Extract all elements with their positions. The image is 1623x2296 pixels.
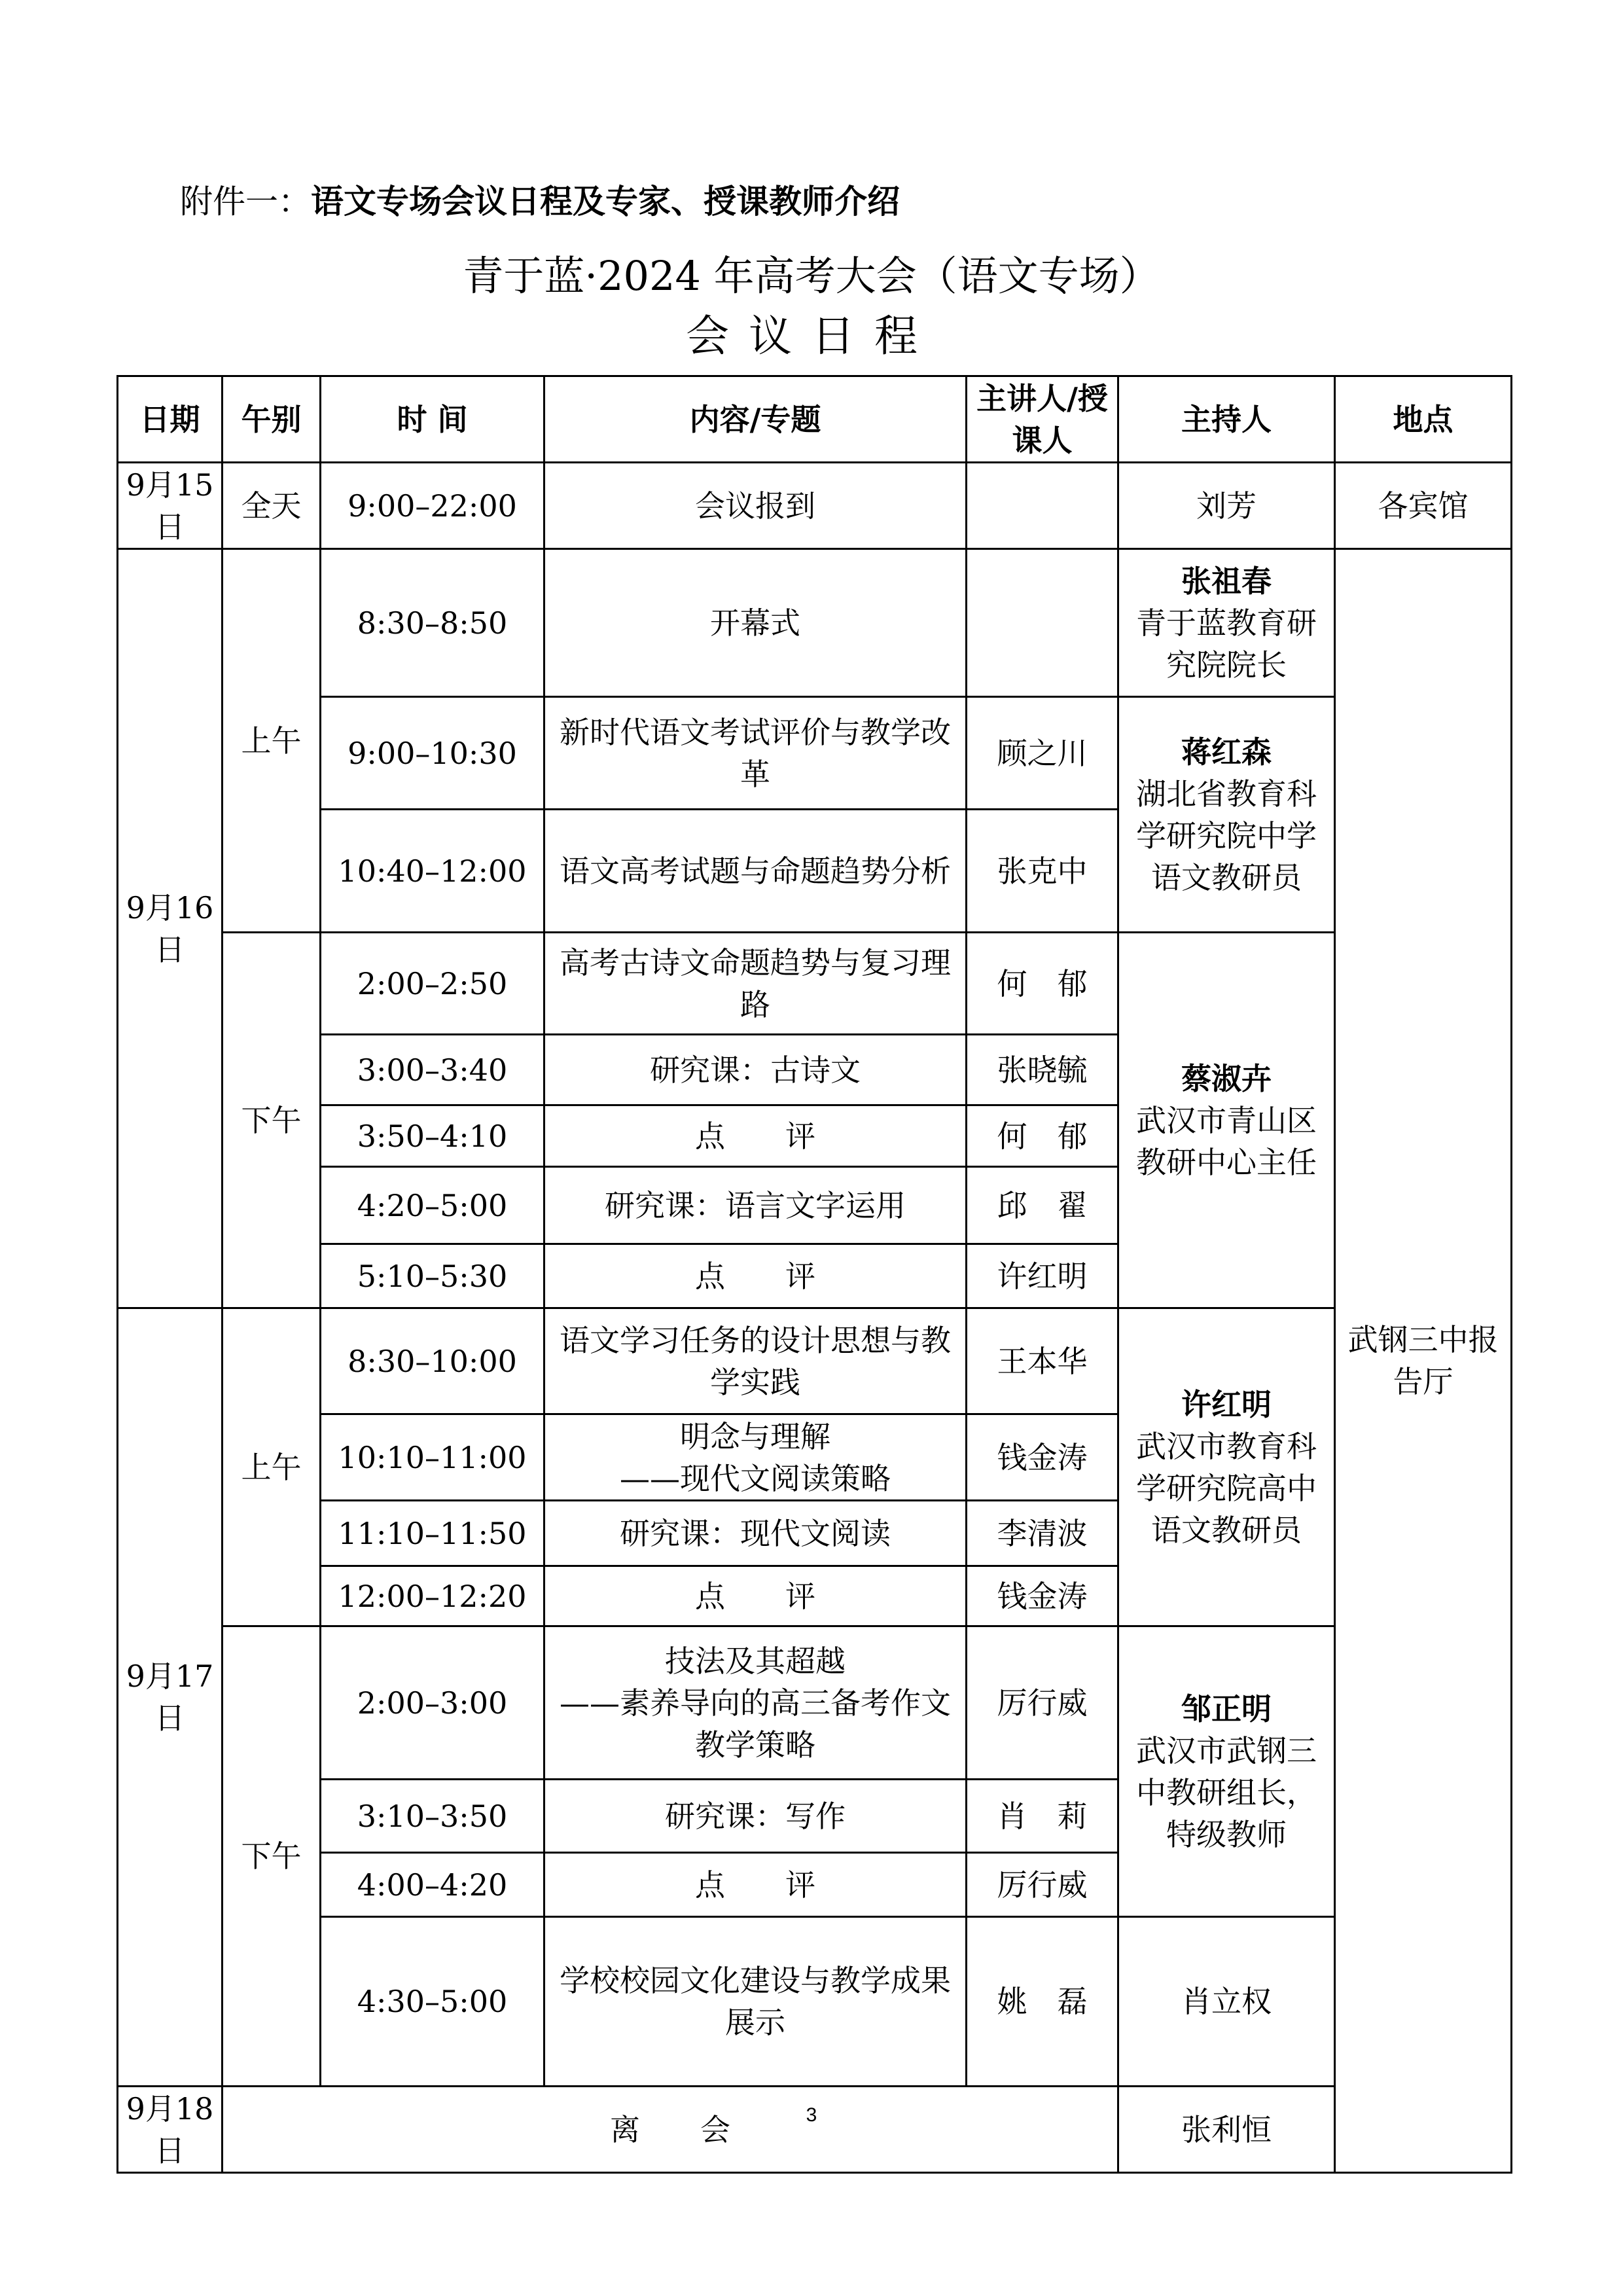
- speaker-cell: 张晓毓: [967, 1035, 1118, 1105]
- date-cell: 9月15日: [118, 463, 223, 549]
- table-row: [118, 463, 1512, 549]
- time-cell: 3:10–3:50: [321, 1780, 544, 1853]
- header-time: 时 间: [321, 376, 544, 463]
- date-cell: 9月17日: [118, 1308, 223, 2087]
- content-cell: 研究课：现代文阅读: [544, 1501, 967, 1566]
- speaker-cell: 何 郁: [967, 1105, 1118, 1167]
- content-cell: 离 会: [223, 2087, 1118, 2173]
- header-content: 内容/专题: [544, 376, 967, 463]
- header-location: 地点: [1335, 376, 1512, 463]
- table-row: [118, 697, 1512, 810]
- period-cell: 全天: [223, 463, 321, 549]
- header-date: 日期: [118, 376, 223, 463]
- time-cell: 9:00–10:30: [321, 697, 544, 810]
- content-line: 明念与理解: [680, 1418, 830, 1454]
- time-cell: 11:10–11:50: [321, 1501, 544, 1566]
- speaker-cell: 肖 莉: [967, 1780, 1118, 1853]
- content-cell: 研究课：古诗文: [544, 1035, 967, 1105]
- speaker-cell: 钱金涛: [967, 1566, 1118, 1626]
- host-cell: [1118, 933, 1335, 1308]
- speaker-cell: 厉行威: [967, 1626, 1118, 1780]
- header-period: 午别: [223, 376, 321, 463]
- speaker-cell: 许红明: [967, 1244, 1118, 1308]
- content-cell: 点 评: [544, 1566, 967, 1626]
- speaker-cell: 钱金涛: [967, 1414, 1118, 1501]
- content-cell: 学校校园文化建设与教学成果展示: [544, 1917, 967, 2087]
- document-title: 青于蓝·2024 年高考大会（语文专场）: [463, 252, 1160, 300]
- speaker-cell: 张克中: [967, 810, 1118, 933]
- host-cell: [1118, 697, 1335, 933]
- time-cell: 5:10–5:30: [321, 1244, 544, 1308]
- content-cell: 会议报到: [544, 463, 967, 549]
- table-row: [118, 1626, 1512, 1780]
- table-row: [118, 2087, 1512, 2173]
- period-cell: 下午: [223, 933, 321, 1308]
- time-cell: 9:00–22:00: [321, 463, 544, 549]
- speaker-cell: 邱 翟: [967, 1167, 1118, 1244]
- host-title: 武汉市青山区教研中心主任: [1136, 1102, 1317, 1180]
- host-title: 武汉市武钢三中教研组长，特级教师: [1136, 1732, 1317, 1852]
- content-cell: 研究课：写作: [544, 1780, 967, 1853]
- table-row: [118, 933, 1512, 1035]
- schedule-table: [116, 375, 1512, 2174]
- host-cell: 张利恒: [1118, 2087, 1335, 2173]
- speaker-cell: [967, 549, 1118, 697]
- time-cell: 4:20–5:00: [321, 1167, 544, 1244]
- speaker-cell: 姚 磊: [967, 1917, 1118, 2087]
- content-cell: 点 评: [544, 1105, 967, 1167]
- period-cell: 下午: [223, 1626, 321, 2087]
- content-cell: 语文学习任务的设计思想与教学实践: [544, 1308, 967, 1414]
- content-line: ——素养导向的高三备考作文教学策略: [560, 1685, 951, 1763]
- period-cell: 上午: [223, 1308, 321, 1626]
- time-cell: 10:10–11:00: [321, 1414, 544, 1501]
- time-cell: 4:30–5:00: [321, 1917, 544, 2087]
- content-cell: 高考古诗文命题趋势与复习理路: [544, 933, 967, 1035]
- content-cell: 语文高考试题与命题趋势分析: [544, 810, 967, 933]
- time-cell: 12:00–12:20: [321, 1566, 544, 1626]
- content-cell: [544, 1414, 967, 1501]
- table-row: [118, 1917, 1512, 2087]
- host-cell: [1118, 1308, 1335, 1626]
- speaker-cell: 王本华: [967, 1308, 1118, 1414]
- period-cell: 上午: [223, 549, 321, 933]
- speaker-cell: 李清波: [967, 1501, 1118, 1566]
- attachment-heading: [180, 175, 900, 223]
- host-name: 蒋红森: [1181, 734, 1272, 770]
- date-cell: 9月16日: [118, 549, 223, 1308]
- host-name: 蔡淑卉: [1181, 1060, 1272, 1096]
- speaker-cell: 顾之川: [967, 697, 1118, 810]
- speaker-cell: 何 郁: [967, 933, 1118, 1035]
- speaker-cell: [967, 463, 1118, 549]
- content-cell: [544, 1626, 967, 1780]
- content-cell: 点 评: [544, 1853, 967, 1917]
- table-row: [118, 549, 1512, 697]
- time-cell: 3:50–4:10: [321, 1105, 544, 1167]
- content-cell: 点 评: [544, 1244, 967, 1308]
- time-cell: 4:00–4:20: [321, 1853, 544, 1917]
- host-cell: 肖立权: [1118, 1917, 1335, 2087]
- attachment-title: 语文专场会议日程及专家、授课教师介绍: [311, 183, 900, 221]
- content-cell: 开幕式: [544, 549, 967, 697]
- location-cell: 各宾馆: [1335, 463, 1512, 549]
- host-title: 武汉市教育科学研究院高中语文教研员: [1136, 1428, 1317, 1548]
- time-cell: 10:40–12:00: [321, 810, 544, 933]
- host-name: 许红明: [1181, 1386, 1272, 1422]
- page-number: 3: [806, 2104, 817, 2126]
- host-cell: [1118, 549, 1335, 697]
- host-title: 青于蓝教育研究院院长: [1136, 605, 1317, 683]
- content-line: 技法及其超越: [665, 1643, 846, 1679]
- host-cell: 刘芳: [1118, 463, 1335, 549]
- time-cell: 2:00–3:00: [321, 1626, 544, 1780]
- host-cell: [1118, 1626, 1335, 1917]
- time-cell: 8:30–10:00: [321, 1308, 544, 1414]
- speaker-cell: 厉行威: [967, 1853, 1118, 1917]
- table-header-row: [118, 376, 1512, 463]
- host-name: 邹正明: [1181, 1691, 1272, 1727]
- host-name: 张祖春: [1181, 563, 1272, 599]
- location-cell: 武钢三中报告厅: [1335, 549, 1512, 2173]
- content-line: ——现代文阅读策略: [620, 1460, 891, 1496]
- time-cell: 2:00–2:50: [321, 933, 544, 1035]
- header-speaker: 主讲人/授课人: [967, 376, 1118, 463]
- table-row: [118, 1308, 1512, 1414]
- time-cell: 3:00–3:40: [321, 1035, 544, 1105]
- time-cell: 8:30–8:50: [321, 549, 544, 697]
- document-subtitle: 会议日程: [686, 311, 937, 361]
- date-cell: 9月18日: [118, 2087, 223, 2173]
- header-host: 主持人: [1118, 376, 1335, 463]
- attachment-prefix: 附件一：: [180, 183, 311, 221]
- host-title: 湖北省教育科学研究院中学语文教研员: [1136, 776, 1317, 895]
- content-cell: 研究课：语言文字运用: [544, 1167, 967, 1244]
- content-cell: 新时代语文考试评价与教学改革: [544, 697, 967, 810]
